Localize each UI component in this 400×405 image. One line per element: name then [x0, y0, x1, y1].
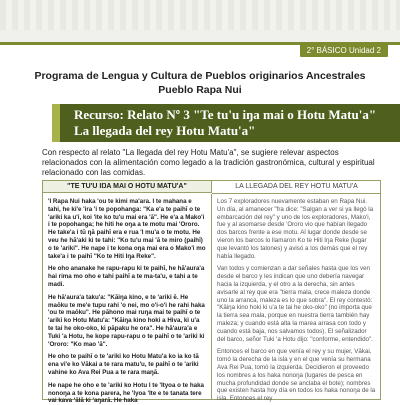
rapanui-paragraph: He oho ananake he rapu-rapu ki te paihī, he hā'aura'a hai rima mo oho e tahi paihī a te ma-ta'u, e tahi a te madi.: [48, 265, 205, 288]
rapanui-paragraph: He nape he oho e te 'ariki ko Hotu I te 'Ityoa o te haka nonoŋa a te kona parera, he 'Iyoa 'Ite e te tanata tere vai kava 'ālā ki 'aŋarā. He haka: [48, 381, 204, 405]
spanish-paragraph: Los 7 exploradores nuevamente estaban en Rapa Nui. Un día, al amanecer "fra dice: "Salgan a ver si ya llegó la embarcación del rey" y uno de los exploradores, Mako'i, fue y al asomarse desde 'Ororo vio que habían llegado dos barcos frente a ese motu. Al lugar donde desde se vieron los barcos lo llamaron Ko te Hiti Iŋa Reke (lugar que levantó los talones) y avisó a los demás que el rey había llegado.: [217, 198, 374, 260]
spanish-column: [212, 194, 381, 403]
header-band: [0, 0, 400, 45]
program-title-line2: Pueblo Rapa Nui: [158, 84, 242, 96]
rapanui-column-header: "TE TU'U IŊA MAI O HOTU MATU'A": [43, 181, 212, 193]
spanish-paragraph: Van todos y comienzan a dar señales hasta que los ven desde el barco y les indican que uno debería navegar hacia la izquierda, y el otro a la derecha, sin antes avisarle al rey que era "tierra mala, crece maleza donde uno la arranca, maleza es lo que sobra". El rey contestó: "Kāiŋa kino hoki ki u'a te tai he oko-oko" (no importa que la tierra sea mala, porque en nuestra tierra también hay maleza; y cuando está alta la marea arrasa con todo y cuando está baja, nos salvamos todos). El señalizador del barco, señor Tuki 'a Hotu dijo: "conforme, entendido".: [217, 265, 373, 343]
resource-title-bar: [52, 104, 400, 142]
spanish-column-header: LA LLEGADA DEL REY HOTU MATU'A: [212, 181, 381, 194]
rapanui-paragraph: He oho te paihī o te 'ariki ko Hotu Matu'a ko ia ko tā ena vi'e ko Vākai a te rara matu'u, te paihī o te 'ariki vahine ko Ava Rei Pua a te rara maŋā.: [48, 353, 199, 376]
program-title: [0, 69, 400, 97]
rapanui-paragraph: He hā'aura'a taku'a: "Kāiŋa kino, e te 'ariki ē. He maōku te me'e tupu rahi 'o nei, mo o'i-o'i he rahi haka 'ou te maōku". He pāhono mai ruŋa mai te paihī o te 'ariki ko Hotu Matu'a: "Kāiŋa kino hoki a Hiva, ki u'a te tai he oko-oko, ki pāpaku he ora". He hā'aura'a e Tuki 'a Hotu, he kope rapu-rapu o te paihī o te 'ariki ki 'Ororo: "Ko mao 'ā".: [48, 293, 205, 348]
intro-text: Con respecto al relato "La llegada del rey Hotu Matu'a", se sugiere relevar aspectos relacionados con la alimentación como legado a la tradición gastronómica, cultural y espiritual relacionado con las comidas.: [42, 148, 375, 177]
grade-badge: 2° BÁSICO Unidad 2: [300, 44, 388, 57]
decorative-pattern: [0, 0, 400, 30]
resource-title: Recurso: Relato Nº 3 "Te tu'u iŋa mai o Hotu Matu'a" La llegada del rey Hotu Matu'a": [74, 107, 377, 138]
rapanui-column: [43, 194, 212, 405]
story-table: [42, 180, 381, 405]
program-title-line1: Programa de Lengua y Cultura de Pueblos originarios Ancestrales: [34, 70, 366, 82]
rapanui-paragraph: 'I Rapa Nui haka 'ou te kimi ma'ara. I te mahana e tahi, he ki'e 'ira 'i te popohanga: "Ka e'a te paihī o te 'ariki ka u'i, koi 'ite ko tu'u mai era 'ā". He e'a a Mako'i i te popohanga; he hiti he oŋa a te motu mai 'Ororo. He take'a i tū ŋā paihī era e rua 'I mu'a o te motu. He veu he hā'aki ki te tahi: "Ko tu'u mai 'ā te miro (paihī) o te 'ariki". He nape i te kona oŋa mai era o Mako'i mo take'a i te paihī "Ko te Hiti Iŋa Reke".: [48, 198, 206, 260]
spanish-paragraph: Entonces el barco en que venía el rey y su mujer, Vākai, tomó la derecha de la isla y en el que venía su hermana Ava Rei Pua, tomó la izquierda. Decidieron el proveedo los nombres a los haka nonoŋa (lugares de pesca en mucha profundidad donde se anclaba el bote); nombres que existen hasta hoy día en todos los haka nonoŋa de la isla. Entonces el rey: [217, 348, 376, 403]
